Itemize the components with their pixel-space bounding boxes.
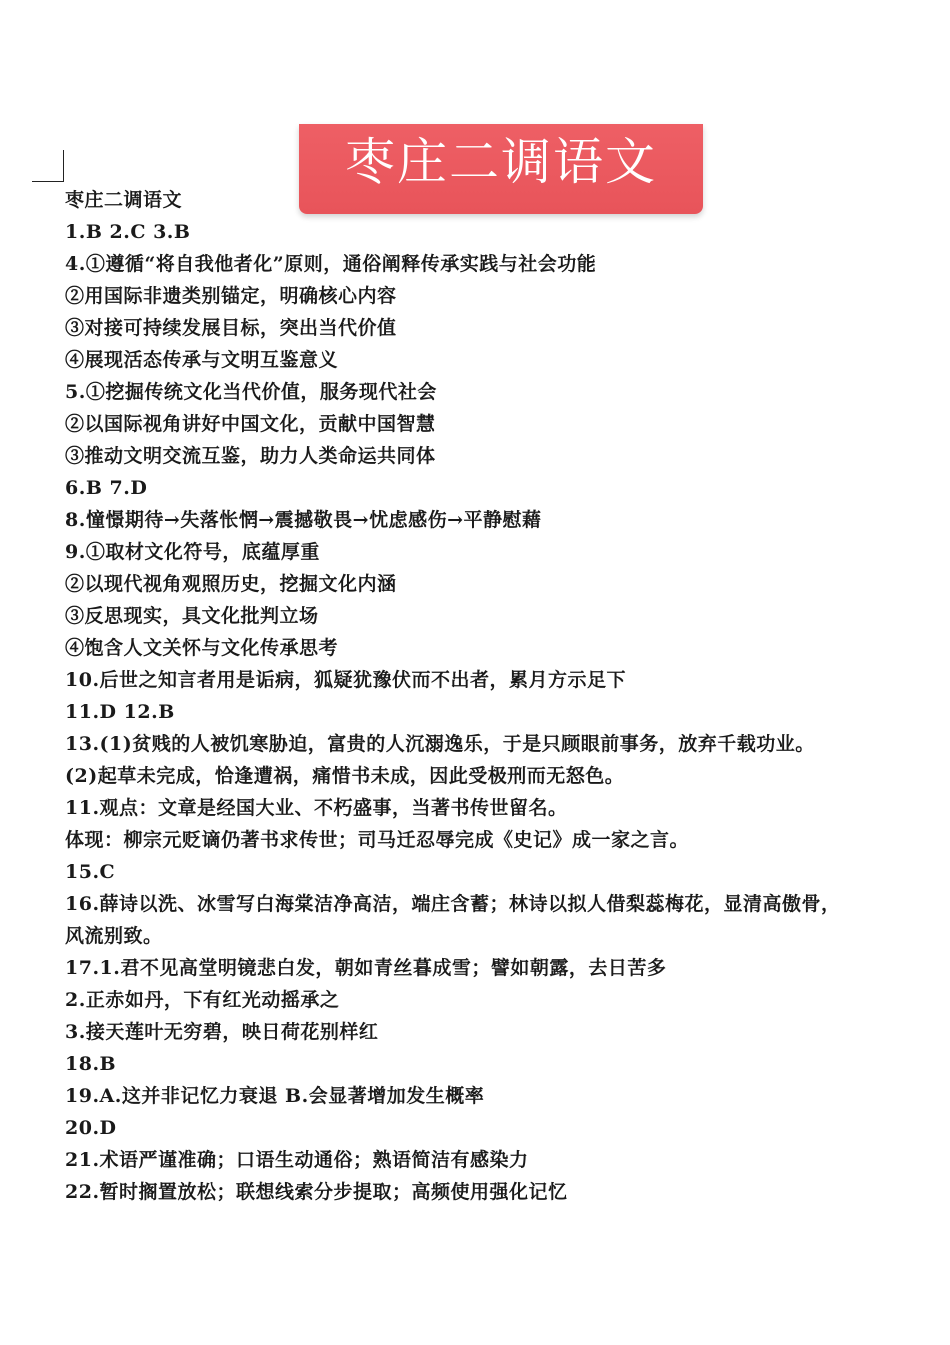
answer-line: 1.B 2.C 3.B — [65, 221, 191, 243]
answer-list — [65, 184, 945, 1208]
answer-line: 2.正赤如丹，下有红光动摇承之 — [65, 989, 340, 1011]
crop-mark — [32, 150, 64, 182]
answer-line: 22.暂时搁置放松；联想线索分步提取；高频使用强化记忆 — [65, 1181, 568, 1203]
answer-line: 16.薛诗以洗、冰雪写白海棠洁净高洁，端庄含蓄；林诗以拟人借梨蕊梅花，显清高傲骨， — [65, 893, 841, 915]
answer-line: 3.接天莲叶无穷碧，映日荷花别样红 — [65, 1021, 379, 1043]
answer-line: ③反思现实，具文化批判立场 — [65, 605, 319, 627]
answer-line: 18.B — [65, 1053, 117, 1075]
answer-line: 6.B 7.D — [65, 477, 148, 499]
answer-line: 风流别致。 — [65, 925, 163, 947]
answer-line: 4.①遵循“将自我他者化”原则，通俗阐释传承实践与社会功能 — [65, 253, 597, 275]
answer-line: 17.1.君不见高堂明镜悲白发，朝如青丝暮成雪；譬如朝露，去日苦多 — [65, 957, 667, 979]
answer-line: 体现：柳宗元贬谪仍著书求传世；司马迁忍辱完成《史记》成一家之言。 — [65, 829, 690, 851]
banner-title: 枣庄二调语文 — [345, 133, 657, 191]
answer-line: ②用国际非遗类别锚定，明确核心内容 — [65, 285, 397, 307]
answer-line: 20.D — [65, 1117, 117, 1139]
answer-line: ③对接可持续发展目标，突出当代价值 — [65, 317, 397, 339]
answer-line: 15.C — [65, 861, 116, 883]
answer-line: 19.A.这并非记忆力衰退 B.会显著增加发生概率 — [65, 1085, 485, 1107]
answer-line: 21.术语严谨准确；口语生动通俗；熟语简洁有感染力 — [65, 1149, 529, 1171]
answer-line: 11.D 12.B — [65, 701, 175, 723]
answer-line: ④展现活态传承与文明互鉴意义 — [65, 349, 339, 371]
answer-line: 8.憧憬期待→失落怅惘→震撼敬畏→忧虑感伤→平静慰藉 — [65, 509, 542, 531]
doc-heading: 枣庄二调语文 — [65, 189, 183, 211]
answer-line: ②以国际视角讲好中国文化，贡献中国智慧 — [65, 413, 436, 435]
answer-line: ④饱含人文关怀与文化传承思考 — [65, 637, 339, 659]
answer-line: (2)起草未完成，恰逢遭祸，痛惜书未成，因此受极刑而无怒色。 — [65, 765, 625, 787]
answer-line: 10.后世之知言者用是诟病，狐疑犹豫伏而不出者，累月方示足下 — [65, 669, 627, 691]
answer-line: 5.①挖掘传统文化当代价值，服务现代社会 — [65, 381, 437, 403]
answer-line: 11.观点：文章是经国大业、不朽盛事，当著书传世留名。 — [65, 797, 568, 819]
answer-line: ②以现代视角观照历史，挖掘文化内涵 — [65, 573, 397, 595]
answer-line: 9.①取材文化符号，底蕴厚重 — [65, 541, 320, 563]
answer-line: 13.(1)贫贱的人被饥寒胁迫，富贵的人沉溺逸乐，于是只顾眼前事务，放弃千载功业。 — [65, 733, 815, 755]
answer-line: ③推动文明交流互鉴，助力人类命运共同体 — [65, 445, 436, 467]
